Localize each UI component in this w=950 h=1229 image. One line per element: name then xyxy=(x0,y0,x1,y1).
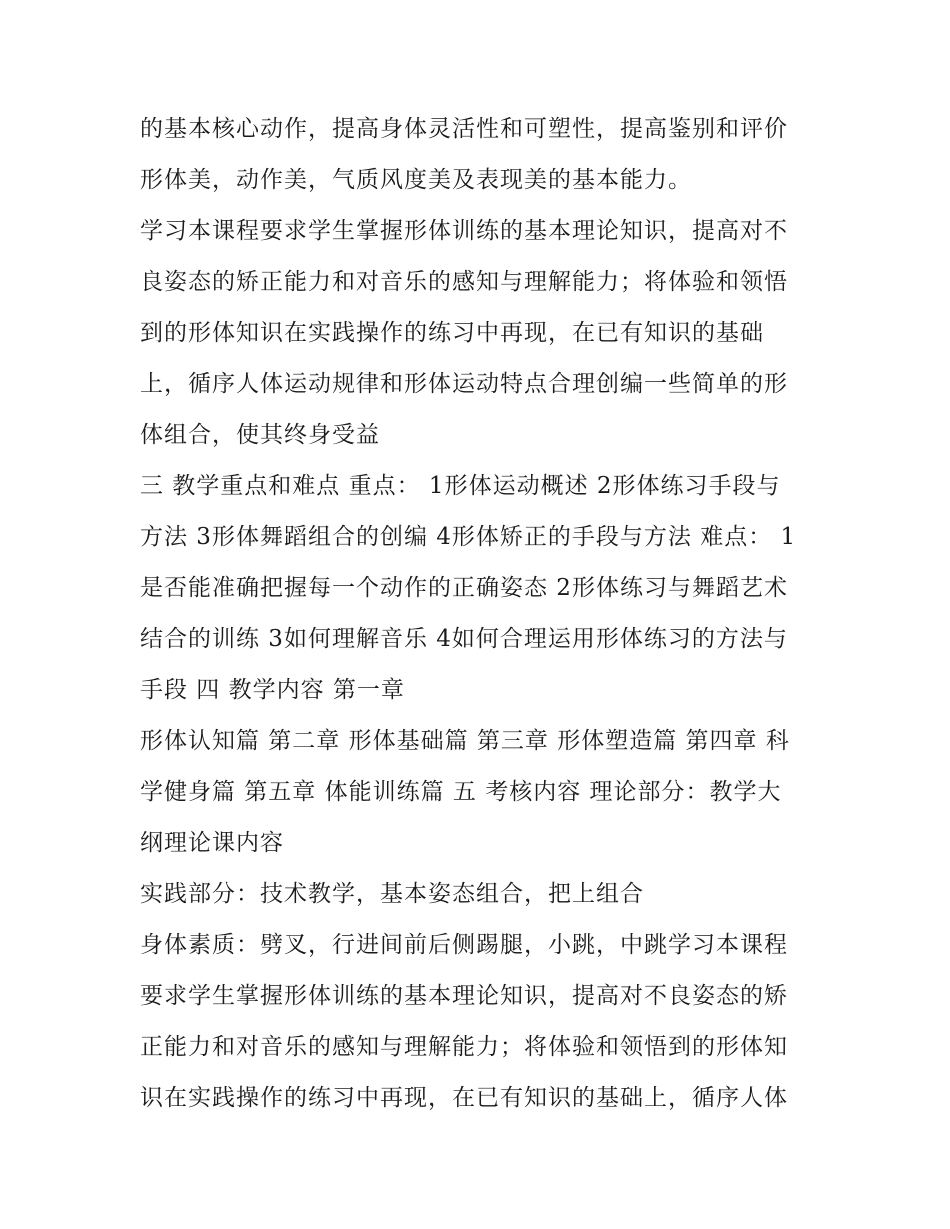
text-line: 形体美，动作美，气质风度美及表现美的基本能力。 xyxy=(140,167,692,193)
text-line: 是否能准确把握每一个动作的正确姿态 2形体练习与舞蹈艺术 xyxy=(140,575,788,601)
text-line: 要求学生掌握形体训练的基本理论知识，提高对不良姿态的矫 xyxy=(140,983,788,1009)
text-line: 结合的训练 3如何理解音乐 4如何合理运用形体练习的方法与 xyxy=(140,626,788,652)
document-body xyxy=(140,104,830,1124)
text-line: 体组合，使其终身受益 xyxy=(140,422,380,448)
text-line: 学习本课程要求学生掌握形体训练的基本理论知识，提高对不 xyxy=(140,218,788,244)
text-line: 正能力和对音乐的感知与理解能力；将体验和领悟到的形体知 xyxy=(140,1034,788,1060)
text-line: 学健身篇 第五章 体能训练篇 五 考核内容 理论部分：教学大 xyxy=(140,779,782,805)
text-line: 良姿态的矫正能力和对音乐的感知与理解能力；将体验和领悟 xyxy=(140,269,788,295)
text-line: 方法 3形体舞蹈组合的创编 4形体矫正的手段与方法 难点： 1 xyxy=(140,524,797,550)
text-line: 的基本核心动作，提高身体灵活性和可塑性，提高鉴别和评价 xyxy=(140,116,788,142)
text-line: 三 教学重点和难点 重点： 1形体运动概述 2形体练习手段与 xyxy=(140,473,781,499)
text-line: 到的形体知识在实践操作的练习中再现，在已有知识的基础 xyxy=(140,320,764,346)
text-line: 身体素质：劈叉，行进间前后侧踢腿，小跳，中跳学习本课程 xyxy=(140,932,788,958)
text-line: 实践部分：技术教学，基本姿态组合，把上组合 xyxy=(140,881,644,907)
text-line: 手段 四 教学内容 第一章 xyxy=(140,677,405,703)
text-line: 上，循序人体运动规律和形体运动特点合理创编一些简单的形 xyxy=(140,371,788,397)
text-line: 识在实践操作的练习中再现，在已有知识的基础上，循序人体 xyxy=(140,1085,788,1111)
text-line: 形体认知篇 第二章 形体基础篇 第三章 形体塑造篇 第四章 科 xyxy=(140,728,790,754)
text-line: 纲理论课内容 xyxy=(140,830,284,856)
